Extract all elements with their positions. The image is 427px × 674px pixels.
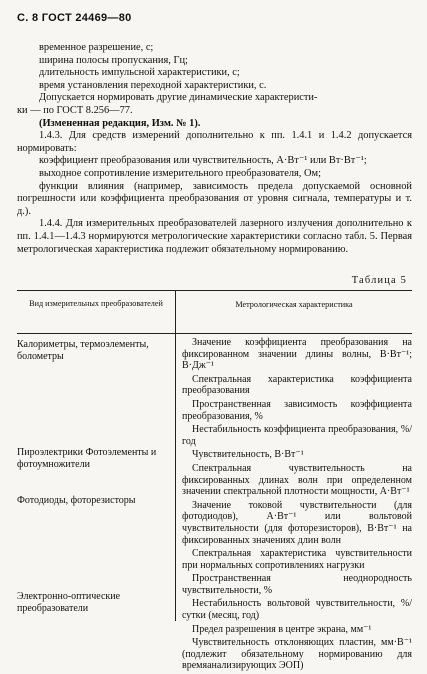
item-influence-functions: функции влияния (например, зависимость предела допускаемой основной погрешности или коэффициента преобразования от уровня сигнала, температуры и т. д.). <box>17 180 412 217</box>
body-text <box>17 42 412 256</box>
char-row: Нестабильность вольтовой чувствительности, %/сутки (месяц, год) <box>182 598 412 622</box>
char-row: Предел разрешения в центре экрана, мм⁻¹ <box>192 623 372 635</box>
item-conversion-coefficient: коэффициент преобразования или чувствительность, А·Вт⁻¹ или Вт·Вт⁻¹; <box>39 155 367 167</box>
page-header: С. 8 ГОСТ 24469—80 <box>17 12 132 24</box>
line-settling-time: время установления переходной характеристики, с. <box>39 79 267 91</box>
type-photodiodes: Фотодиоды, фоторезисторы <box>17 495 136 506</box>
char-row: Спектральная чувствительность на фиксированных длинах волн при определенном значении спектральной плотности мощности, А·Вт⁻¹ <box>182 462 412 498</box>
char-row: Спектральная характеристика коэффициента преобразования <box>182 373 412 397</box>
clause-1-4-3: 1.4.3. Для средств измерений дополнительно к пп. 1.4.1 и 1.4.2 допускается нормировать: <box>17 130 412 154</box>
line-gost-reference: ки — по ГОСТ 8.256—77. <box>17 104 133 116</box>
item-output-resistance: выходное сопротивление измерительного преобразователя, Ом; <box>39 167 321 179</box>
char-row: Нестабильность коэффициента преобразования, %/год <box>182 424 412 447</box>
type-calorimeters: Калориметры, термоэлементы, болометры <box>17 339 149 362</box>
header-metrological-characteristic: Метрологическая характеристика <box>235 300 353 309</box>
table-header <box>17 291 412 334</box>
line-time-resolution: временное разрешение, с; <box>39 42 154 53</box>
char-row: Пространственная зависимость коэффициента преобразования, % <box>182 398 412 422</box>
char-row: Чувствительность отклоняющих пластин, мм·В⁻¹ (подлежит обязательному нормированию для времяанализирующих ЭОП) <box>182 637 412 672</box>
char-row: Значение токовой чувствительности (для фотодиодов), А·Вт⁻¹ или вольтовой чувствительности (для фоторезисторов), В·Вт⁻¹ на фиксированных значениях длин волн <box>182 499 412 546</box>
column-divider <box>175 291 176 621</box>
char-row: Значение коэффициента преобразования на фиксированном значении длины волны, В·Вт⁻¹; В·Дж⁻¹ <box>182 337 412 372</box>
type-eo-converters: Электронно-оптические преобразователи <box>17 591 121 614</box>
char-row: Чувствительность, В·Вт⁻¹ <box>192 449 304 461</box>
line-bandwidth: ширина полосы пропускания, Гц; <box>39 54 188 66</box>
clause-1-4-4: 1.4.4. Для измерительных преобразователей лазерного излучения дополнительно к пп. 1.4.1—1.4.3 нормируются метрологические характеристики согласно табл. 5. Первая метрологическая характеристика подлежит обязательному нормированию. <box>17 218 412 255</box>
characteristics-column <box>182 337 412 674</box>
edition-note: (Измененная редакция, Изм. № 1). <box>39 117 201 129</box>
type-pyroelectrics: Пироэлектрики Фотоэлементы и фотоумножители <box>17 447 157 470</box>
char-row: Пространственная неоднородность чувствительности, % <box>182 573 412 596</box>
header-converter-type: Вид измерительных преобразователей <box>29 299 163 308</box>
line-permitted-other: Допускается нормировать другие динамические характеристи- <box>39 92 318 104</box>
table-caption: Таблица 5 <box>351 275 407 286</box>
table-5 <box>17 290 412 672</box>
line-impulse-duration: длительность импульсной характеристики, с; <box>39 67 240 79</box>
char-row: Спектральная характеристика чувствительности при нормальных сопротивлениях нагрузки <box>182 548 412 571</box>
